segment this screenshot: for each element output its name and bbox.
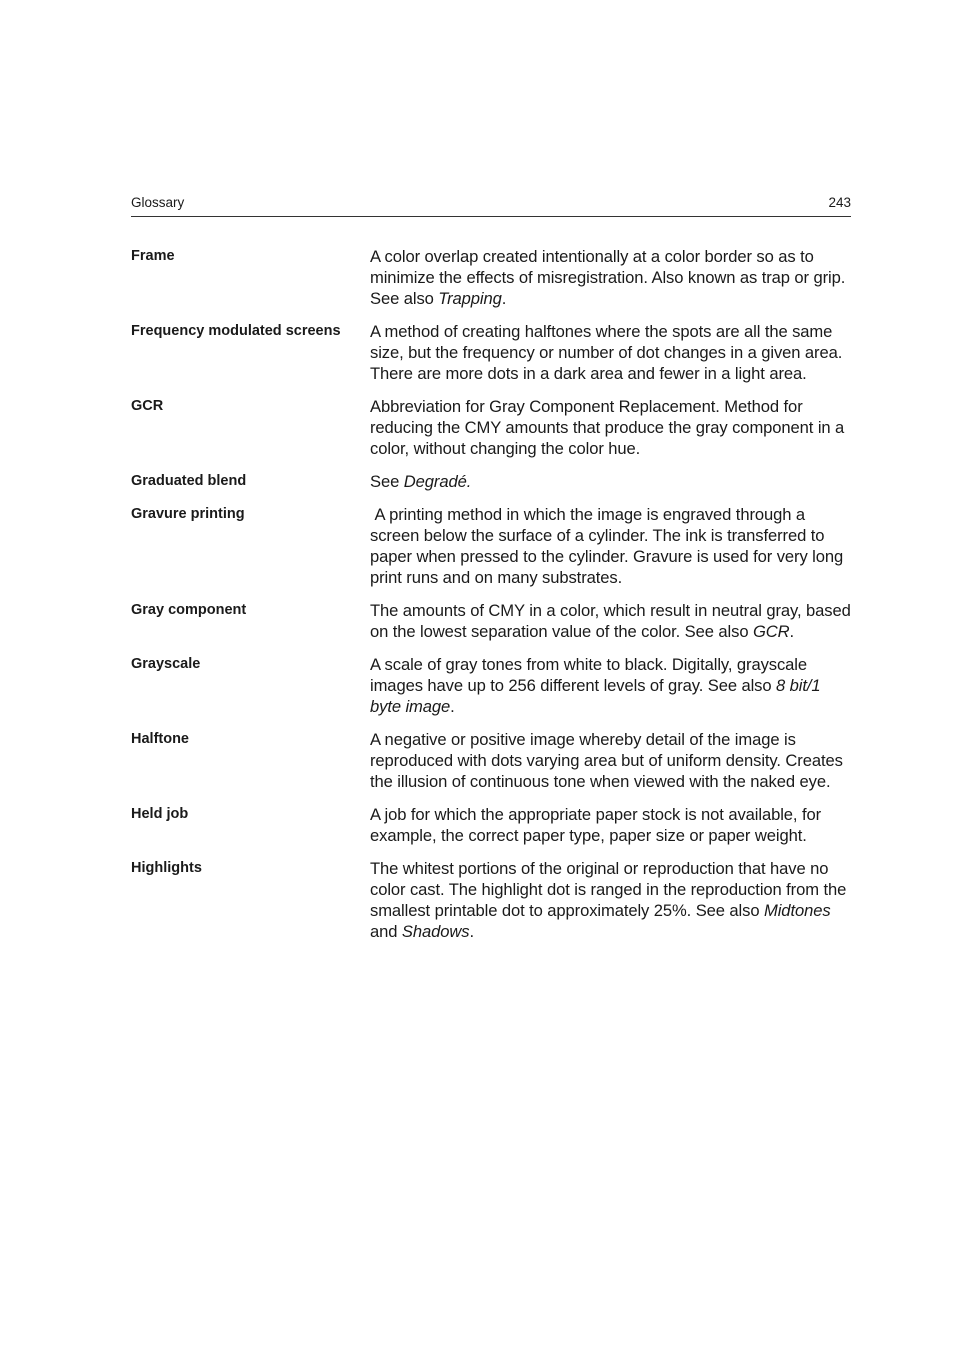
glossary-entry — [131, 858, 853, 942]
glossary-definition — [370, 804, 853, 846]
definition-text: A method of creating halftones where the spots are all the same size, but the frequency or number of dot changes in a given area. There are more dots in a dark area and fewer in a light area. — [370, 322, 843, 383]
glossary-entry — [131, 471, 853, 492]
definition-text: A color overlap created intentionally at a color border so as to minimize the effects of misregistration. Also known as trap or grip. See also — [370, 247, 846, 308]
glossary-entry — [131, 804, 853, 846]
glossary-definition — [370, 321, 853, 384]
definition-text: . — [450, 697, 455, 716]
definition-text: . — [789, 622, 795, 641]
cross-reference: GCR — [752, 622, 790, 641]
page-header — [131, 194, 851, 217]
glossary-term: Halftone — [131, 731, 189, 747]
definition-text: Abbreviation for Gray Component Replacement. Method for reducing the CMY amounts that produce the gray component in a color, without changing the color hue. — [370, 397, 845, 458]
definition-text: . — [469, 922, 474, 941]
cross-reference: 8 bit/1 byte image — [370, 676, 821, 716]
glossary-term: Grayscale — [131, 656, 201, 672]
glossary-definition — [370, 471, 853, 492]
glossary-list — [131, 246, 853, 954]
definition-text: and — [370, 922, 402, 941]
glossary-term: Held job — [131, 806, 189, 822]
definition-text: The amounts of CMY in a color, which result in neutral gray, based on the lowest separation value of the color. See also — [370, 601, 851, 641]
definition-text: A scale of gray tones from white to black. Digitally, grayscale images have up to 256 different levels of gray. See also — [370, 655, 808, 695]
glossary-term: GCR — [131, 398, 164, 414]
header-section-title: Glossary — [131, 195, 185, 210]
header-page-number: 243 — [828, 195, 851, 210]
definition-text: A job for which the appropriate paper stock is not available, for example, the correct paper type, paper size or paper weight. — [370, 805, 822, 845]
cross-reference: Midtones — [764, 901, 831, 920]
definition-text: The whitest portions of the original or reproduction that have no color cast. The highlight dot is ranged in the reproduction from the smallest printable dot to approximately 25%. See also — [370, 859, 847, 920]
glossary-definition — [370, 729, 853, 792]
glossary-term: Frequency modulated screens — [131, 323, 341, 339]
glossary-entry — [131, 246, 853, 309]
glossary-entry — [131, 729, 853, 792]
glossary-entry — [131, 396, 853, 459]
glossary-definition — [370, 600, 853, 642]
glossary-definition — [370, 246, 853, 309]
definition-text: A negative or positive image whereby detail of the image is reproduced with dots varying area but of uniform density. Creates the illusion of continuous tone when viewed with the naked eye. — [370, 730, 843, 791]
definition-text: See — [370, 472, 404, 491]
glossary-term: Graduated blend — [131, 473, 247, 489]
cross-reference: Shadows — [401, 922, 470, 941]
glossary-definition — [370, 504, 853, 588]
cross-reference: Degradé. — [403, 472, 472, 491]
glossary-definition — [370, 396, 853, 459]
definition-text: A printing method in which the image is engraved through a screen below the surface of a cylinder. The ink is transferred to paper when pressed to the cylinder. Gravure is used for very long print runs and on many substrates. — [370, 505, 844, 587]
glossary-definition — [370, 858, 853, 942]
definition-text: . — [501, 289, 507, 308]
glossary-entry — [131, 654, 853, 717]
cross-reference: Trapping — [438, 289, 502, 308]
glossary-term: Gravure printing — [131, 506, 245, 522]
glossary-entry — [131, 504, 853, 588]
glossary-term: Highlights — [131, 860, 202, 876]
glossary-term: Frame — [131, 248, 175, 264]
glossary-definition — [370, 654, 853, 717]
glossary-entry — [131, 600, 853, 642]
glossary-entry — [131, 321, 853, 384]
glossary-term: Gray component — [131, 602, 247, 618]
